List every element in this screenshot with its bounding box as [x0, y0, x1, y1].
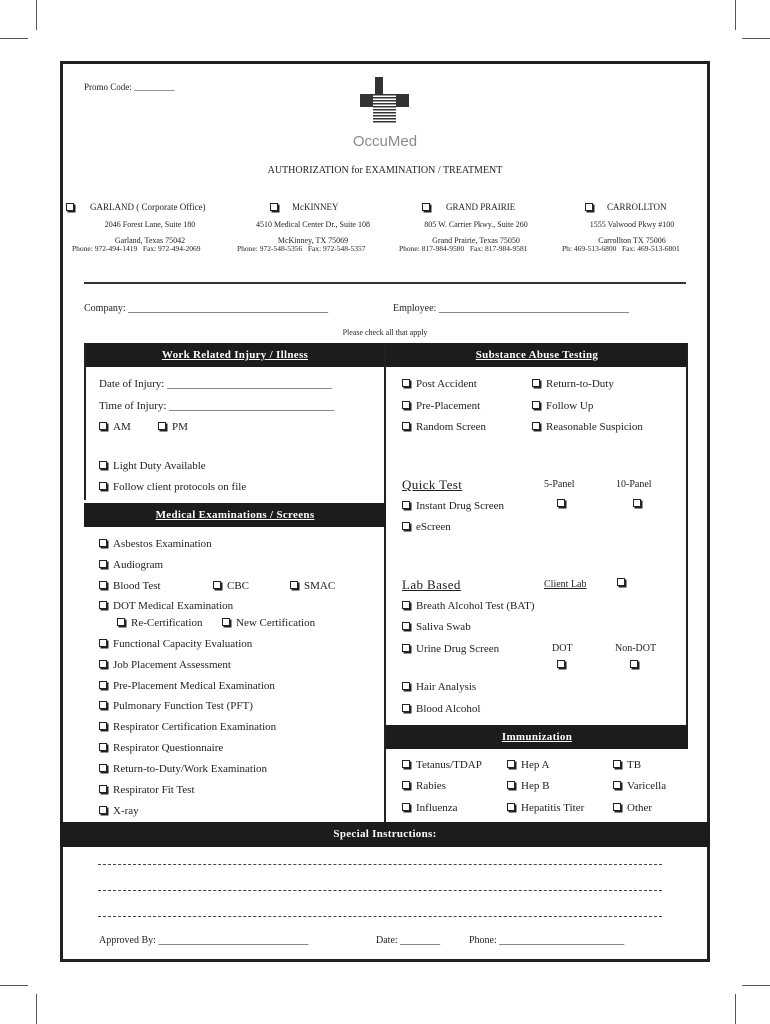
office-garland-address: 2046 Forest Lane, Suite 180 Garland, Texas 75042: [104, 220, 196, 245]
checkbox-icon[interactable]: [99, 660, 107, 668]
checkbox-icon[interactable]: [158, 422, 166, 430]
checkbox-icon[interactable]: [507, 803, 515, 811]
fce-option[interactable]: Functional Capacity Evaluation: [99, 638, 252, 650]
checkbox-icon[interactable]: [402, 704, 410, 712]
cbc-option[interactable]: CBC: [213, 580, 249, 592]
tetanus-option[interactable]: Tetanus/TDAP: [402, 759, 482, 771]
checkbox-icon[interactable]: [99, 581, 107, 589]
instant-10panel-checkbox[interactable]: [633, 498, 647, 510]
dot-exam-option[interactable]: DOT Medical Examination: [99, 600, 233, 612]
influenza-option[interactable]: Influenza: [402, 802, 458, 814]
checkbox-icon[interactable]: [99, 601, 107, 609]
checkbox-icon[interactable]: [213, 581, 221, 589]
checkbox-icon[interactable]: [99, 560, 107, 568]
divider: [84, 282, 686, 284]
checkbox-icon[interactable]: [222, 618, 230, 626]
occumed-logo: [360, 77, 410, 127]
rabies-option[interactable]: Rabies: [402, 780, 446, 792]
checkbox-icon[interactable]: [633, 499, 641, 507]
nondot-label: Non-DOT: [615, 643, 657, 654]
lab-based-heading: Lab Based: [402, 577, 461, 592]
hepatitis-titer-option[interactable]: Hepatitis Titer: [507, 802, 584, 814]
checkbox-icon[interactable]: [507, 760, 515, 768]
checkbox-icon[interactable]: [402, 644, 410, 652]
instructions-line[interactable]: [98, 864, 662, 865]
checkbox-icon[interactable]: [66, 203, 74, 211]
logo-text: OccuMed: [352, 133, 418, 150]
checkbox-icon[interactable]: [290, 581, 298, 589]
checkbox-icon[interactable]: [402, 781, 410, 789]
office-mckinney[interactable]: McKINNEY: [270, 202, 339, 212]
checkbox-icon[interactable]: [507, 781, 515, 789]
random-screen-option[interactable]: Random Screen: [402, 421, 486, 433]
light-duty-option[interactable]: Light Duty Available: [99, 460, 206, 472]
pre-placement-option[interactable]: Pre-Placement: [402, 400, 480, 412]
crop-mark: [0, 38, 28, 39]
company-field[interactable]: Company: ________________________________________: [84, 303, 329, 314]
right-border: [686, 343, 688, 726]
checkbox-icon[interactable]: [613, 760, 621, 768]
post-accident-option[interactable]: Post Accident: [402, 378, 477, 390]
approved-by-field[interactable]: Approved By: ______________________________: [99, 935, 309, 946]
return-to-duty-exam-option[interactable]: Return-to-Duty/Work Examination: [99, 763, 267, 775]
office-mckinney-phone: Phone: 972-548-5356 Fax: 972-548-5357: [237, 244, 366, 253]
checkbox-icon[interactable]: [99, 785, 107, 793]
saliva-swab-option[interactable]: Saliva Swab: [402, 621, 471, 633]
crop-mark: [742, 985, 770, 986]
asbestos-option[interactable]: Asbestos Examination: [99, 538, 212, 550]
substance-abuse-header: Substance Abuse Testing: [386, 343, 688, 367]
client-lab-checkbox[interactable]: [617, 577, 631, 589]
job-placement-option[interactable]: Job Placement Assessment: [99, 659, 231, 671]
office-mckinney-address: 4510 Medical Center Dr., Suite 108 McKinney, TX 75069: [256, 220, 370, 245]
employee-field[interactable]: Employee: ______________________________________: [393, 303, 629, 314]
newcert-option[interactable]: New Certification: [222, 617, 315, 629]
pft-option[interactable]: Pulmonary Function Test (PFT): [99, 700, 253, 712]
checkbox-icon[interactable]: [402, 760, 410, 768]
crop-mark: [735, 994, 736, 1024]
instructions-line[interactable]: [98, 890, 662, 891]
preplacement-exam-option[interactable]: Pre-Placement Medical Examination: [99, 680, 275, 692]
office-carrollton-phone: Ph: 469-513-6800 Fax: 469-513-6801: [562, 244, 680, 253]
checkbox-icon[interactable]: [613, 803, 621, 811]
crop-mark: [742, 38, 770, 39]
date-of-injury-field[interactable]: Date of Injury: ______________________________: [99, 378, 333, 390]
crop-mark: [36, 0, 37, 30]
checkbox-icon[interactable]: [617, 578, 625, 586]
bat-option[interactable]: Breath Alcohol Test (BAT): [402, 600, 534, 612]
instructions-line[interactable]: [98, 916, 662, 917]
checkbox-icon[interactable]: [532, 422, 540, 430]
phone-field[interactable]: Phone: _________________________: [469, 935, 625, 946]
five-panel-label: 5-Panel: [544, 479, 575, 490]
checkbox-icon[interactable]: [99, 422, 107, 430]
reasonable-suspicion-option[interactable]: Reasonable Suspicion: [532, 421, 643, 433]
smac-option[interactable]: SMAC: [290, 580, 335, 592]
medical-exams-header: Medical Examinations / Screens: [84, 503, 386, 527]
checkbox-icon[interactable]: [402, 682, 410, 690]
checkbox-icon[interactable]: [270, 203, 278, 211]
client-lab-label: Client Lab: [544, 579, 587, 590]
checkbox-icon[interactable]: [402, 401, 410, 409]
hep-a-option[interactable]: Hep A: [507, 759, 549, 771]
office-grand-prairie[interactable]: GRAND PRAIRIE: [422, 202, 515, 212]
checkbox-icon[interactable]: [402, 522, 410, 530]
crop-mark: [0, 985, 28, 986]
urine-drug-screen-option[interactable]: Urine Drug Screen: [402, 643, 499, 655]
date-field[interactable]: Date: ________: [376, 935, 441, 946]
office-carrollton-address: 1555 Valwood Pkwy #100 Carrollton TX 75006: [589, 220, 675, 245]
checkbox-icon[interactable]: [613, 781, 621, 789]
promo-code-field[interactable]: Promo Code: _________: [84, 82, 175, 92]
other-option[interactable]: Other: [613, 802, 652, 814]
quick-test-heading: Quick Test: [402, 477, 463, 492]
work-related-header: Work Related Injury / Illness: [84, 343, 386, 367]
checkbox-icon[interactable]: [402, 601, 410, 609]
column-divider: [384, 343, 386, 823]
blood-test-option[interactable]: Blood Test: [99, 580, 161, 592]
check-all-note: Please check all that apply: [342, 328, 428, 337]
checkbox-icon[interactable]: [99, 764, 107, 772]
checkbox-icon[interactable]: [99, 722, 107, 730]
blood-alcohol-option[interactable]: Blood Alcohol: [402, 703, 480, 715]
checkbox-icon[interactable]: [99, 701, 107, 709]
office-grand-prairie-phone: Phone: 817-984-9580 Fax: 817-984-9581: [399, 244, 528, 253]
audiogram-option[interactable]: Audiogram: [99, 559, 163, 571]
checkbox-icon[interactable]: [402, 422, 410, 430]
recert-option[interactable]: Re-Certification: [117, 617, 202, 629]
respirator-cert-option[interactable]: Respirator Certification Examination: [99, 721, 276, 733]
escreen-option[interactable]: eScreen: [402, 521, 451, 533]
checkbox-icon[interactable]: [532, 379, 540, 387]
checkbox-icon[interactable]: [99, 482, 107, 490]
checkbox-icon[interactable]: [402, 379, 410, 387]
checkbox-icon[interactable]: [557, 499, 565, 507]
time-of-injury-field[interactable]: Time of Injury: ______________________________: [99, 400, 335, 412]
checkbox-icon[interactable]: [557, 660, 565, 668]
immunization-header: Immunization: [386, 725, 688, 749]
checkbox-icon[interactable]: [99, 639, 107, 647]
return-to-duty-option[interactable]: Return-to-Duty: [532, 378, 614, 390]
special-instructions-header: Special Instructions:: [60, 822, 710, 847]
office-garland[interactable]: GARLAND ( Corporate Office): [66, 202, 206, 212]
checkbox-icon[interactable]: [402, 622, 410, 630]
ten-panel-label: 10-Panel: [616, 479, 652, 490]
checkbox-icon[interactable]: [99, 681, 107, 689]
varicella-option[interactable]: Varicella: [613, 780, 666, 792]
checkbox-icon[interactable]: [585, 203, 593, 211]
urine-dot-checkbox[interactable]: [557, 659, 571, 671]
tb-option[interactable]: TB: [613, 759, 641, 771]
follow-protocols-option[interactable]: Follow client protocols on file: [99, 481, 246, 493]
office-carrollton[interactable]: CARROLLTON: [585, 202, 667, 212]
am-option[interactable]: AM: [99, 421, 131, 433]
hep-b-option[interactable]: Hep B: [507, 780, 549, 792]
left-border: [84, 343, 86, 500]
instant-drug-screen-option[interactable]: Instant Drug Screen: [402, 500, 504, 512]
checkbox-icon[interactable]: [99, 743, 107, 751]
xray-option[interactable]: X-ray: [99, 805, 139, 817]
checkbox-icon[interactable]: [402, 803, 410, 811]
urine-nondot-checkbox[interactable]: [630, 659, 644, 671]
checkbox-icon[interactable]: [532, 401, 540, 409]
page-title: AUTHORIZATION for EXAMINATION / TREATMENT: [267, 165, 503, 176]
crop-mark: [735, 0, 736, 30]
checkbox-icon[interactable]: [99, 461, 107, 469]
checkbox-icon[interactable]: [402, 501, 410, 509]
hair-analysis-option[interactable]: Hair Analysis: [402, 681, 476, 693]
follow-up-option[interactable]: Follow Up: [532, 400, 593, 412]
crop-mark: [36, 994, 37, 1024]
checkbox-icon[interactable]: [117, 618, 125, 626]
dot-label: DOT: [552, 643, 573, 654]
instant-5panel-checkbox[interactable]: [557, 498, 571, 510]
office-garland-phone: Phone: 972-494-1419 Fax: 972-494-2069: [72, 244, 201, 253]
checkbox-icon[interactable]: [99, 806, 107, 814]
checkbox-icon[interactable]: [99, 539, 107, 547]
pm-option[interactable]: PM: [158, 421, 188, 433]
checkbox-icon[interactable]: [422, 203, 430, 211]
respirator-questionnaire-option[interactable]: Respirator Questionnaire: [99, 742, 223, 754]
checkbox-icon[interactable]: [630, 660, 638, 668]
fit-test-option[interactable]: Respirator Fit Test: [99, 784, 195, 796]
office-grand-prairie-address: 805 W. Carrier Pkwy., Suite 260 Grand Prairie, Texas 75050: [424, 220, 528, 245]
